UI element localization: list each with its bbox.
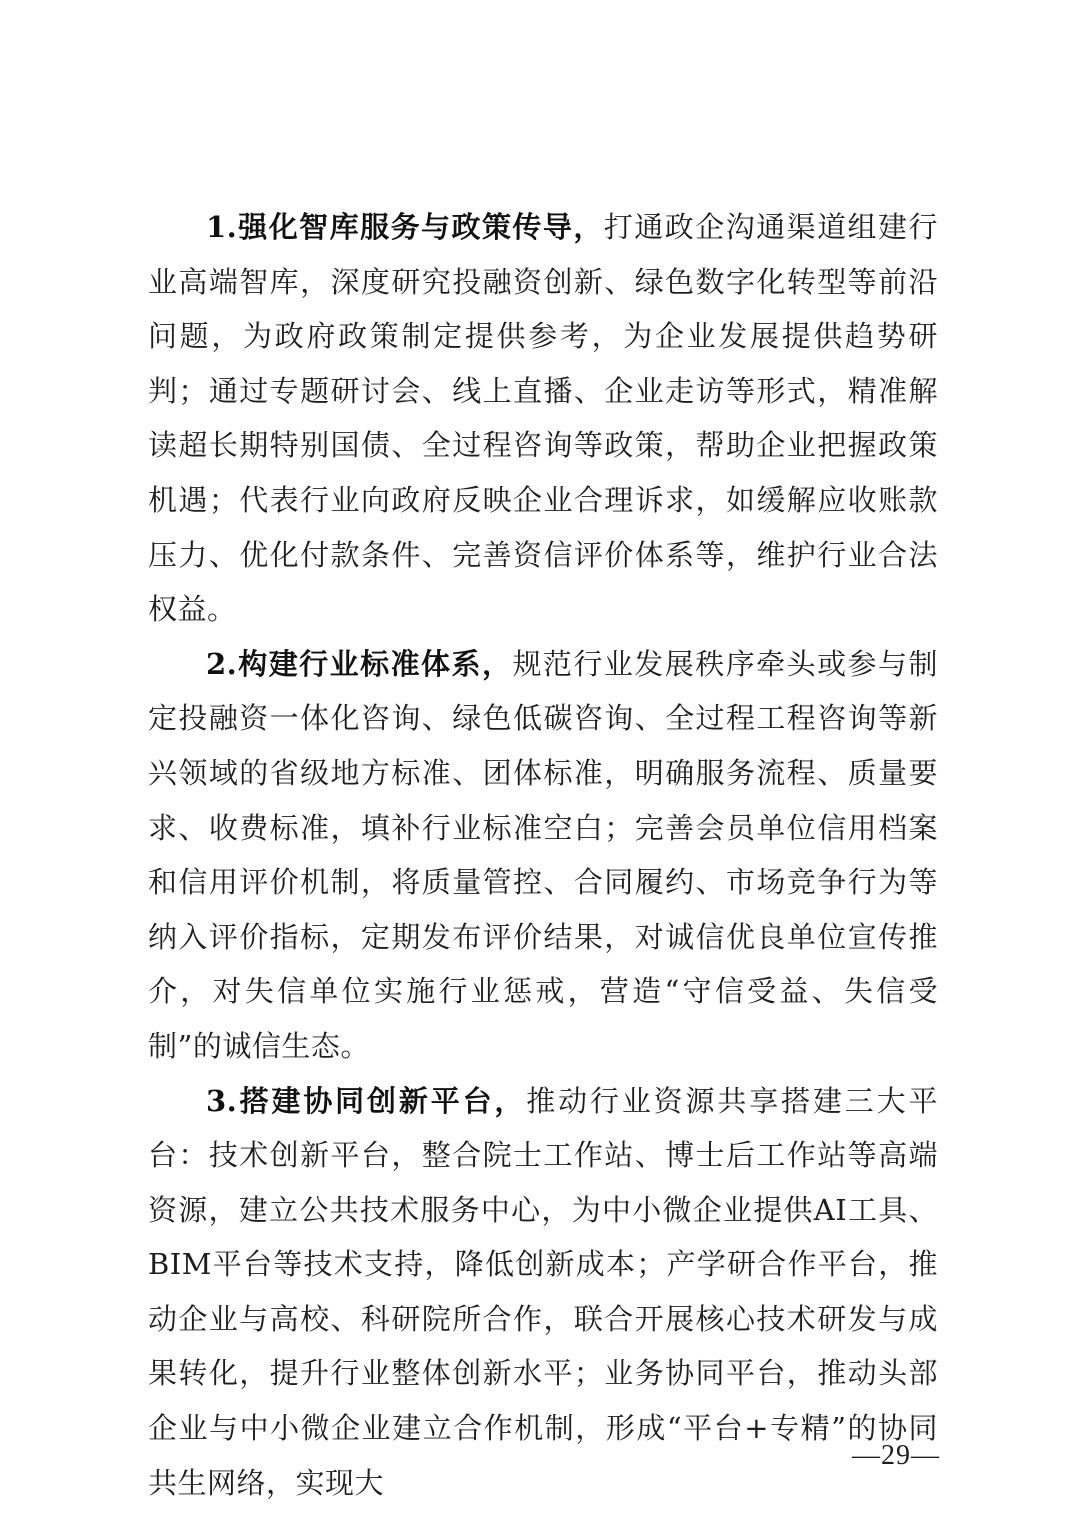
paragraph-3-heading: 3.搭建协同创新平台， <box>206 1083 527 1118</box>
paragraph-1 <box>148 200 938 637</box>
paragraph-1-text: 打通政企沟通渠道组建行业高端智库，深度研究投融资创新、绿色数字化转型等前沿问题，为政府政策制定提供参考，为企业发展提供趋势研判；通过专题研讨会、线上直播、企业走访等形式，精准解读超长期特别国债、全过程咨询等政策，帮助企业把握政策机遇；代表行业向政府反映企业合理诉求，如缓解应收账款压力、优化付款条件、完善资信评价体系等，维护行业合法权益。 <box>148 210 938 627</box>
paragraph-2-heading: 2.构建行业标准体系， <box>206 646 513 681</box>
paragraph-3-text: 推动行业资源共享搭建三大平台：技术创新平台，整合院士工作站、博士后工作站等高端资源，建立公共技术服务中心，为中小微企业提供AI工具、BIM平台等技术支持，降低创新成本；产学研合作平台，推动企业与高校、科研院所合作，联合开展核心技术研发与成果转化，提升行业整体创新水平；业务协同平台，推动头部企业与中小微企业建立合作机制，形成“平台+专精”的协同共生网络，实现大 <box>148 1083 938 1500</box>
paragraph-2-text: 规范行业发展秩序牵头或参与制定投融资一体化咨询、绿色低碳咨询、全过程工程咨询等新兴领域的省级地方标准、团体标准，明确服务流程、质量要求、收费标准，填补行业标准空白；完善会员单位信用档案和信用评价机制，将质量管控、合同履约、市场竞争行为等纳入评价指标，定期发布评价结果，对诚信优良单位宣传推介，对失信单位实施行业惩戒，营造“守信受益、失信受制”的诚信生态。 <box>148 646 938 1063</box>
document-body <box>148 200 938 1510</box>
paragraph-2 <box>148 637 938 1074</box>
page-number: —29— <box>852 1440 940 1471</box>
paragraph-1-heading: 1.强化智库服务与政策传导， <box>206 210 604 244</box>
